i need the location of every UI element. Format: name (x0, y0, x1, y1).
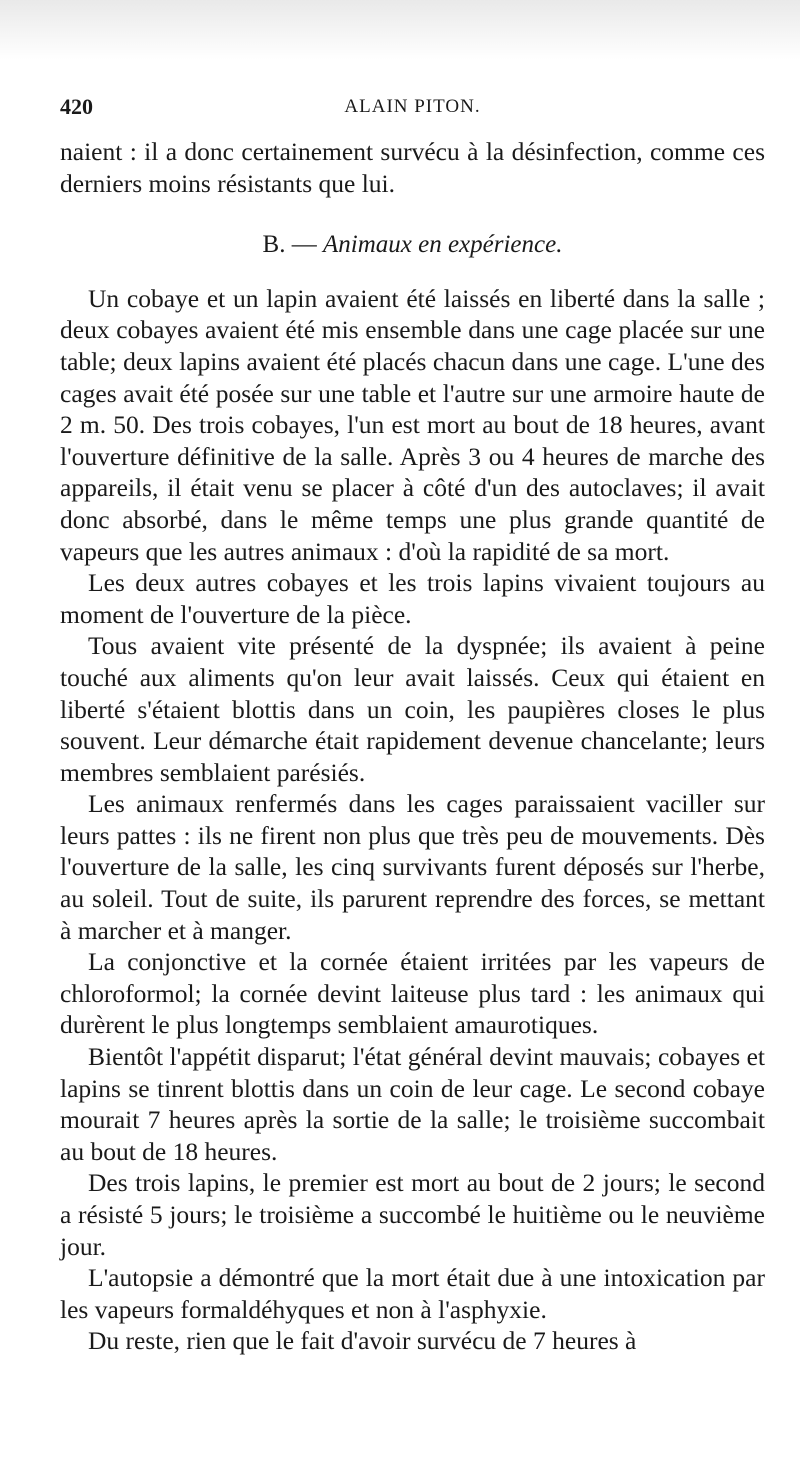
section-heading (60, 229, 765, 261)
paragraph-1: Un cobaye et un lapin avaient été laissés en liberté dans la salle ; deux cobayes avaient été mis ensemble dans une cage placée sur une table; deux lapins avaient été placés chacun dans une cage. L'une des cages avait été posée sur une table et l'autre sur une armoire haute de 2 m. 50. Des trois cobayes, l'un est mort au bout de 18 heures, avant l'ouverture définitive de la salle. Après 3 ou 4 heures de marche des appareils, il était venu se placer à côté d'un des autoclaves; il avait donc absorbé, dans le même temps une plus grande quantité de vapeurs que les autres animaux : d'où la rapidité de sa mort. (60, 283, 765, 566)
running-head: ALAIN PITON. (344, 96, 481, 117)
page-number: 420 (60, 94, 93, 119)
page-body (60, 136, 765, 1357)
paragraph-6: Bientôt l'appétit disparut; l'état général devint mauvais; cobayes et lapins se tinrent blottis dans un coin de leur cage. Le second cobaye mourait 7 heures après la sortie de la salle; le troisième succombait au bout de 18 heures. (60, 1042, 765, 1166)
section-title: Animaux en expérience. (322, 231, 563, 259)
continuation-paragraph: naient : il a donc certainement survécu à la désinfection, comme ces derniers moins résistants que lui. (60, 137, 765, 198)
paragraph-8: L'autopsie a démontré que la mort était due à une intoxication par les vapeurs formaldéhyques et non à l'asphyxie. (60, 1263, 765, 1324)
paragraph-9: Du reste, rien que le fait d'avoir survécu de 7 heures à (88, 1326, 637, 1356)
paragraph-5: La conjonctive et la cornée étaient irritées par les vapeurs de chloroformol; la cornée devint laiteuse plus tard : les animaux qui durèrent le plus longtemps semblaient amaurotiques. (60, 947, 765, 1040)
paragraph-3: Tous avaient vite présenté de la dyspnée; ils avaient à peine touché aux aliments qu'on leur avait laissés. Ceux qui étaient en liberté s'étaient blottis dans un coin, les paupières closes le plus souvent. Leur démarche était rapidement devenue chancelante; leurs membres semblaient parésiés. (60, 631, 765, 787)
paragraph-4: Les animaux renfermés dans les cages paraissaient vaciller sur leurs pattes : ils ne firent non plus que très peu de mouvements. Dès l'ouverture de la salle, les cinq survivants furent déposés sur l'herbe, au soleil. Tout de suite, ils parurent reprendre des forces, se mettant à marcher et à manger. (60, 789, 765, 945)
paragraph-2: Les deux autres cobayes et les trois lapins vivaient toujours au moment de l'ouverture de la pièce. (60, 568, 765, 629)
page-header (60, 94, 765, 122)
section-letter: B. (262, 231, 286, 259)
paragraph-7: Des trois lapins, le premier est mort au bout de 2 jours; le second a résisté 5 jours; le troisième a succombé le huitième ou le neuvième jour. (60, 1168, 765, 1261)
section-dash: — (291, 231, 317, 259)
